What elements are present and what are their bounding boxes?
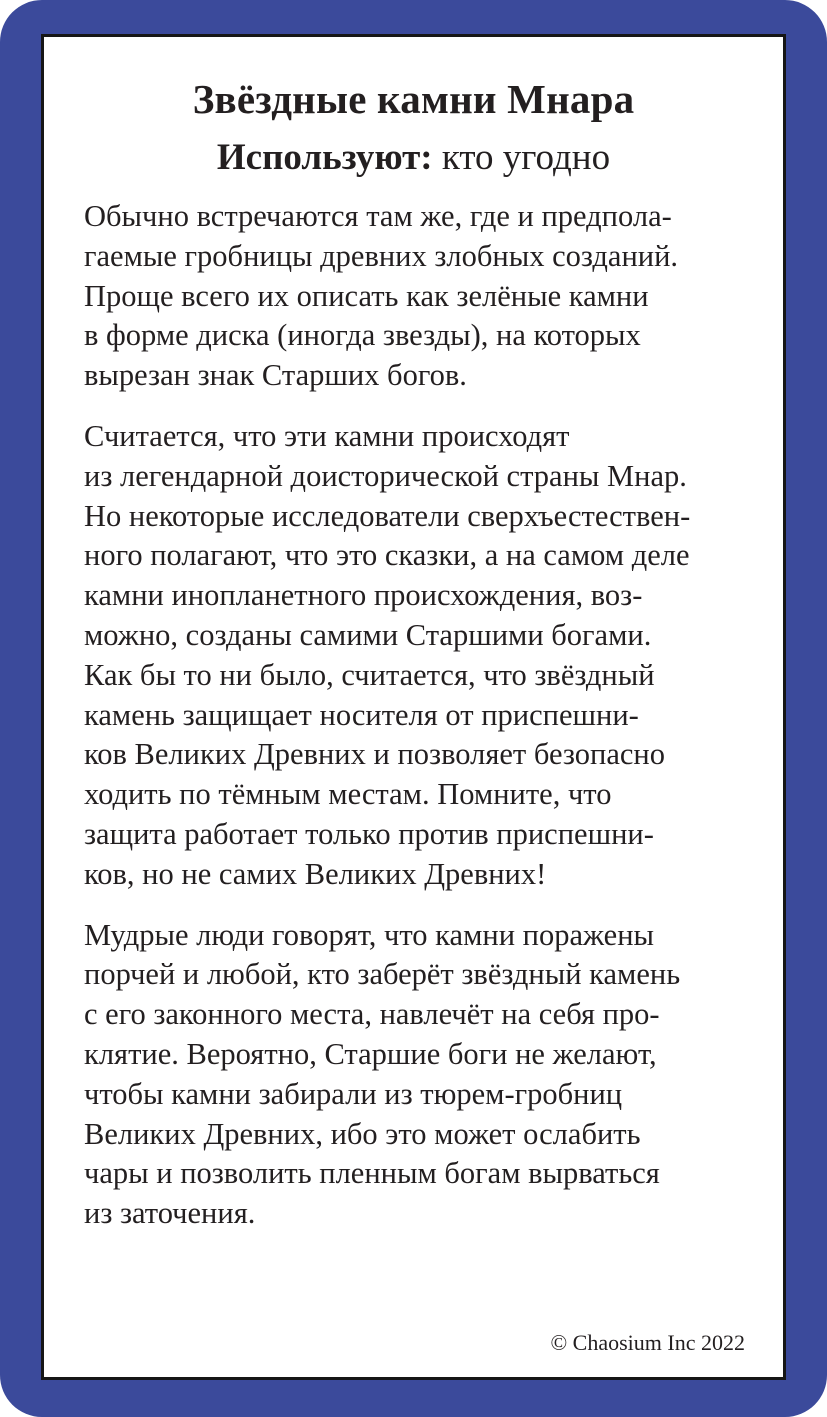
text-line: с его законного места, навлечёт на себя про- xyxy=(84,997,660,1032)
card-body xyxy=(84,197,754,1234)
text-line: камень защищает носителя от приспешни- xyxy=(84,697,639,732)
text-line: можно, созданы самими Старшими богами. xyxy=(84,617,652,652)
text-line: из заточения. xyxy=(84,1196,256,1231)
text-line: чары и позволить пленным богам вырваться xyxy=(84,1156,660,1191)
used-by-value: кто угодно xyxy=(441,137,611,178)
text-line: гаемые гробницы древних злобных созданий. xyxy=(84,238,679,273)
text-line: вырезан знак Старших богов. xyxy=(84,358,467,393)
copyright-notice: © Chaosium Inc 2022 xyxy=(550,1330,745,1355)
text-line: ков Великих Древних и позволяет безопасно xyxy=(84,737,665,772)
text-line: ного полагают, что это сказки, а на самом деле xyxy=(84,538,690,573)
used-by-line xyxy=(0,134,827,182)
paragraph-2 xyxy=(84,417,754,895)
text-line: в форме диска (иногда звезды), на которых xyxy=(84,318,641,353)
text-line: Великих Древних, ибо это может ослабить xyxy=(84,1116,641,1151)
text-line: Проще всего их описать как зелёные камни xyxy=(84,278,649,313)
text-line: из легендарной доисторической страны Мнар. xyxy=(84,458,687,493)
text-line: чтобы камни забирали из тюрем-гробниц xyxy=(84,1076,623,1111)
text-line: Но некоторые исследователи сверхъестествен- xyxy=(84,498,691,533)
text-line: порчей и любой, кто заберёт звёздный камень xyxy=(84,957,681,992)
card-title: Звёздные камни Мнара xyxy=(192,76,635,122)
paragraph-3 xyxy=(84,916,754,1234)
paragraph-1 xyxy=(84,197,754,396)
text-line: Как бы то ни было, считается, что звёздный xyxy=(84,657,655,692)
text-line: защита работает только против приспешни- xyxy=(84,816,654,851)
text-line: Обычно встречаются там же, где и предпола- xyxy=(84,199,672,233)
text-line: ков, но не самих Великих Древних! xyxy=(84,856,547,891)
text-line: клятие. Вероятно, Старшие боги не желают, xyxy=(84,1036,657,1071)
text-line: ходить по тёмным местам. Помните, что xyxy=(84,777,612,812)
text-line: Считается, что эти камни происходят xyxy=(84,418,570,453)
text-line: камни инопланетного происхождения, воз- xyxy=(84,578,643,613)
used-by-label: Используют: xyxy=(216,137,433,178)
text-line: Мудрые люди говорят, что камни поражены xyxy=(84,917,655,952)
